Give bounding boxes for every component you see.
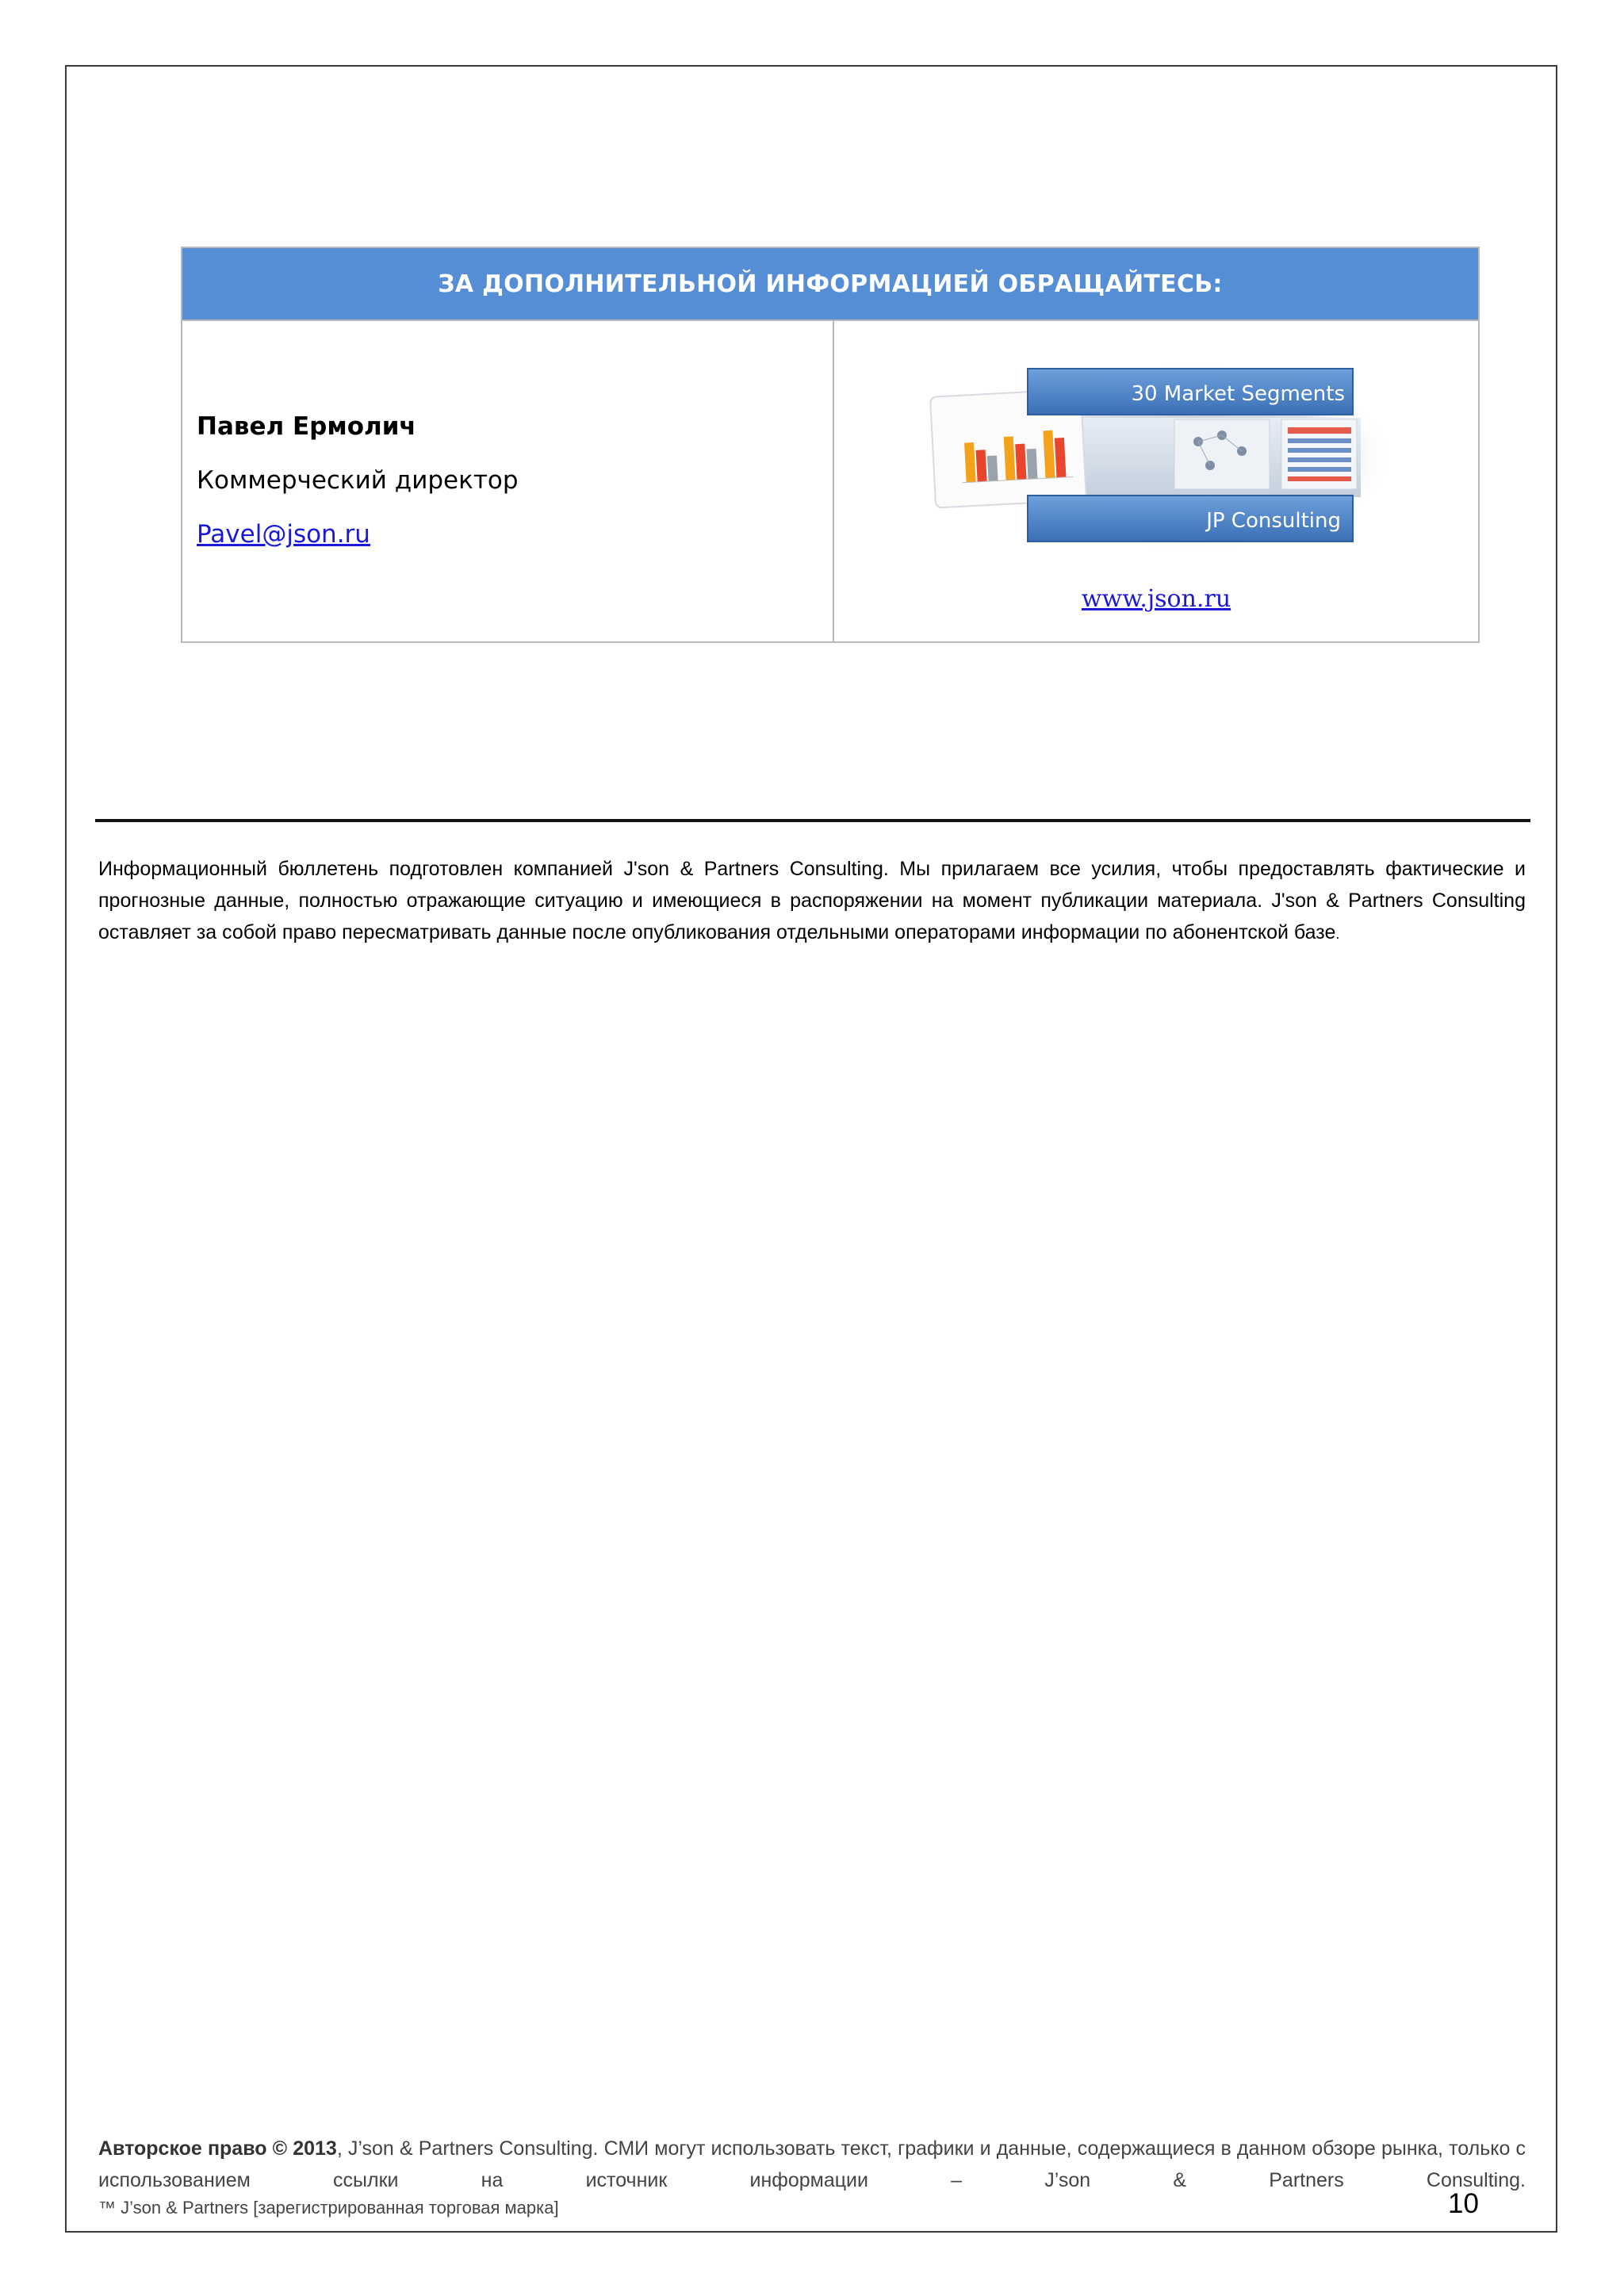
copyright-notice [98, 2133, 1526, 2196]
website-link[interactable]: www.json.ru [1081, 585, 1231, 613]
disclaimer-text: Информационный бюллетень подготовлен компанией J'son & Partners Consulting. Мы прилагаем все усилия, чтобы предоставлять фактические и прогнозные данные, полностью отражающие ситуацию и имеющиеся в распоряжении на момент публикации материала. J'son & Partners Consulting оставляет за собой право пересматривать данные после опубликования отдельными операторами информации по абонентской базе [98, 858, 1526, 943]
consulting-label: JP Consulting [1206, 509, 1341, 533]
network-thumbnail [1174, 419, 1270, 489]
copyright-text: , J’son & Partners Consulting. СМИ могут использовать текст, графики и данные, содержащиеся в данном обзоре рынка, только с использованием ссылки на источник информации – J’son & Partners Consulting. [98, 2137, 1526, 2191]
trademark-notice: ™ J’son & Partners [зарегистрированная торговая марка] [98, 2198, 559, 2218]
contact-body [182, 321, 1478, 641]
contact-logo-cell [834, 321, 1478, 641]
disclaimer-end: . [1335, 926, 1340, 942]
email-link[interactable]: Pavel@json.ru [197, 520, 370, 549]
segments-label: 30 Market Segments [1131, 382, 1345, 406]
copyright-label: Авторское право © 2013 [98, 2137, 337, 2160]
person-role: Коммерческий директор [197, 466, 519, 495]
contact-person-cell [182, 321, 834, 641]
contact-box [181, 247, 1480, 643]
contact-header: ЗА ДОПОЛНИТЕЛЬНОЙ ИНФОРМАЦИЕЙ ОБРАЩАЙТЕСЬ: [182, 248, 1478, 321]
page-number: 10 [1448, 2188, 1479, 2219]
disclaimer-paragraph [98, 853, 1526, 950]
section-divider [95, 819, 1530, 822]
person-name: Павел Ермолич [197, 412, 416, 441]
jp-consulting-logo [917, 362, 1408, 553]
table-thumbnail [1281, 419, 1357, 489]
